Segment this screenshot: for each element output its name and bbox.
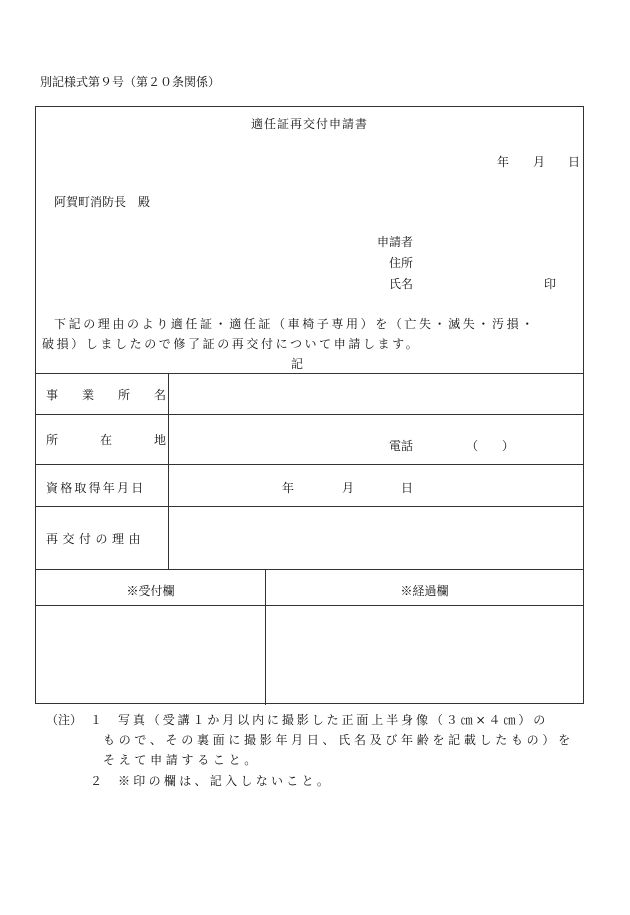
form-label: 別記様式第９号（第２０条関係） xyxy=(40,75,221,89)
phone-label: 電話 xyxy=(389,439,414,453)
date-month-label: 月 xyxy=(533,155,546,169)
note-2-text: ※印の欄は、記入しないこと。 xyxy=(118,774,333,788)
applicant-heading: 申請者 xyxy=(377,235,414,249)
row-divider-4 xyxy=(36,569,583,570)
note-2-number: ２ xyxy=(90,774,103,788)
addressee: 阿賀町消防長 殿 xyxy=(54,195,151,209)
progress-column-header: ※経過欄 xyxy=(400,584,449,598)
date-year-label: 年 xyxy=(497,155,510,169)
phone-area-code-paren: （ ） xyxy=(466,439,515,453)
office-name-field[interactable] xyxy=(170,374,582,413)
receipt-cell xyxy=(36,606,264,703)
note-1-line3: そえて申請すること。 xyxy=(103,753,261,767)
application-form-frame xyxy=(35,106,584,704)
location-label: 所 在 地 xyxy=(46,433,173,447)
receipt-column-header: ※受付欄 xyxy=(126,584,175,598)
location-field[interactable] xyxy=(170,415,582,463)
date-day-label: 日 xyxy=(568,155,581,169)
note-1-line2: もので、その裏面に撮影年月日、氏名及び年齢を記載したもの）を xyxy=(103,733,574,747)
body-text-line2: 破損）しましたので修了証の再交付について申請します。 xyxy=(42,337,421,351)
note-1-line1: 写真（受講１か月以内に撮影した正面上半身像（３㎝×４㎝）の xyxy=(118,713,549,727)
office-name-label: 事 業 所 名 xyxy=(46,388,173,402)
ki-heading: 記 xyxy=(291,357,304,371)
qualification-date-field[interactable] xyxy=(170,465,582,505)
qualification-date-label: 資格取得年月日 xyxy=(46,481,146,495)
notes-prefix: （注） xyxy=(46,713,83,727)
qualification-day-label: 日 xyxy=(401,481,414,495)
reissue-reason-field[interactable] xyxy=(170,507,582,568)
reissue-reason-label: 再交付の理由 xyxy=(46,532,146,546)
applicant-name-label: 氏名 xyxy=(389,277,414,291)
qualification-year-label: 年 xyxy=(282,481,295,495)
progress-cell xyxy=(266,606,582,703)
seal-mark: 印 xyxy=(544,277,557,291)
body-text-line1: 下記の理由のより適任証・適任証（車椅子専用）を（亡失・滅失・汚損・ xyxy=(54,317,536,331)
form-title: 適任証再交付申請書 xyxy=(250,117,368,131)
qualification-month-label: 月 xyxy=(342,481,355,495)
applicant-address-label: 住所 xyxy=(389,256,414,270)
note-1-number: １ xyxy=(90,713,103,727)
